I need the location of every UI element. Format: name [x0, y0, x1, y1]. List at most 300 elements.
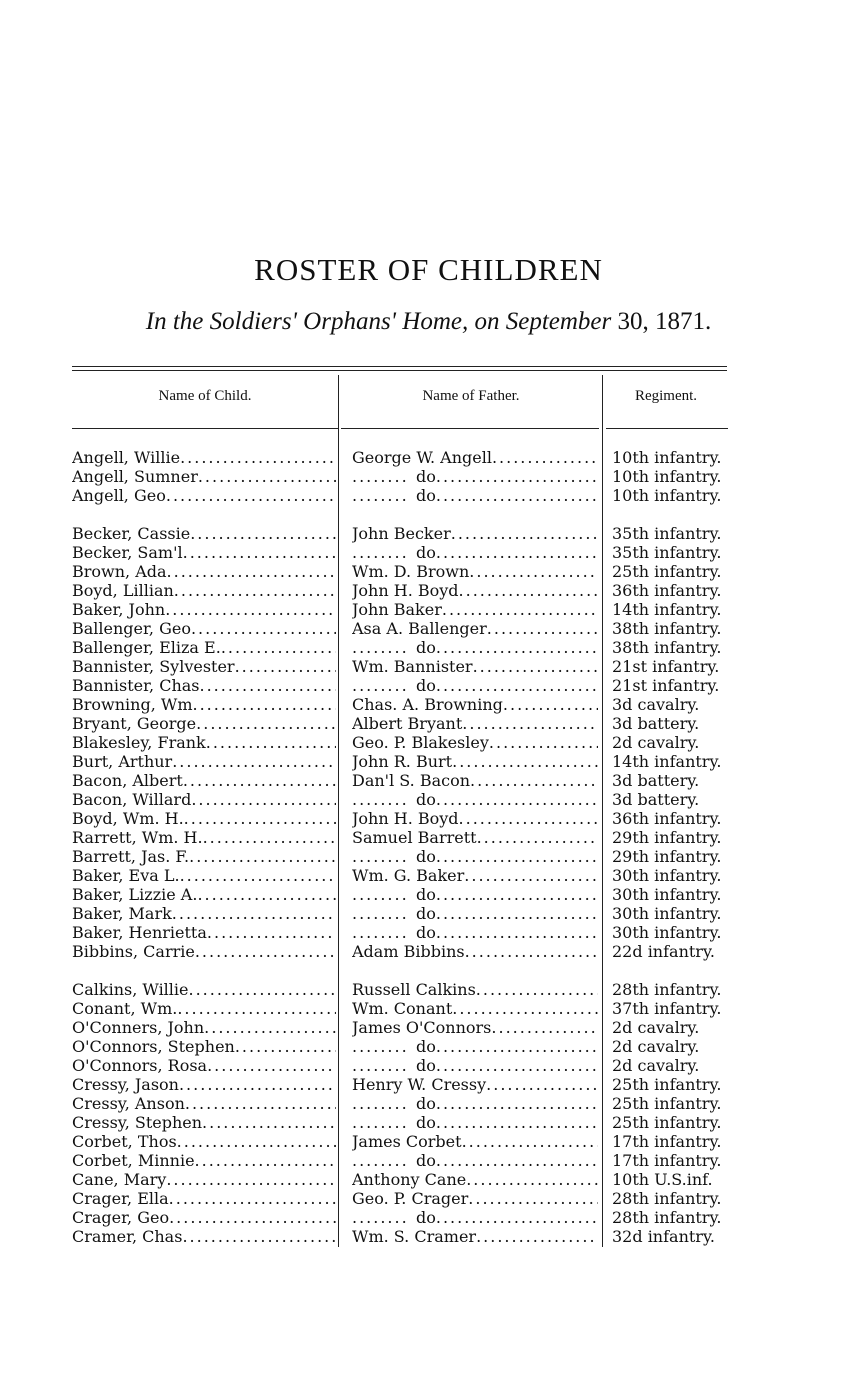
child-name — [72, 847, 336, 866]
table-row — [0, 695, 857, 714]
father-name-text: ........ do — [416, 1208, 436, 1227]
dot-leader — [452, 752, 598, 771]
dot-leader — [462, 714, 598, 733]
table-row — [0, 885, 857, 904]
child-name-text: Corbet, Thos — [72, 1132, 177, 1151]
table-row — [0, 524, 857, 543]
child-name — [72, 600, 336, 619]
father-name-text: Adam Bibbins — [352, 942, 465, 961]
dot-leader — [459, 581, 598, 600]
regiment: 3d battery. — [612, 771, 700, 790]
child-name — [72, 1094, 336, 1113]
table-row — [0, 581, 857, 600]
dot-leader — [174, 581, 336, 600]
dot-leader — [452, 999, 598, 1018]
regiment: 14th infantry. — [612, 752, 722, 771]
father-name — [352, 790, 598, 809]
child-name-text: Bibbins, Carrie — [72, 942, 195, 961]
child-name-text: Boyd, Lillian — [72, 581, 174, 600]
child-name-text: Bacon, Willard — [72, 790, 192, 809]
father-name — [352, 1170, 598, 1189]
dot-leader — [185, 1094, 336, 1113]
child-name-text: Bryant, George — [72, 714, 197, 733]
subtitle-italic: In the Soldiers' Orphans' Home, on September — [145, 308, 612, 335]
child-name — [72, 562, 336, 581]
father-name-text: ........ do — [416, 543, 436, 562]
table-row — [0, 790, 857, 809]
dot-leader — [436, 1056, 598, 1075]
child-name — [72, 676, 336, 695]
dot-leader — [473, 657, 598, 676]
father-name-text: Wm. Conant — [352, 999, 453, 1018]
father-name-text: Samuel Barrett — [352, 828, 477, 847]
child-name-text: Angell, Sumner — [72, 467, 198, 486]
table-row — [0, 771, 857, 790]
child-name-text: Cressy, Stephen — [72, 1113, 203, 1132]
table-row — [0, 733, 857, 752]
child-name — [72, 980, 336, 999]
regiment: 3d battery. — [612, 714, 700, 733]
father-name — [352, 1208, 598, 1227]
child-name-text: Bacon, Albert — [72, 771, 183, 790]
dot-leader — [476, 1227, 598, 1246]
dot-leader — [184, 809, 336, 828]
child-name — [72, 1170, 336, 1189]
child-name — [72, 885, 336, 904]
child-name-text: Baker, Mark — [72, 904, 172, 923]
child-name — [72, 866, 336, 885]
dot-leader — [487, 619, 598, 638]
dot-leader — [436, 1037, 598, 1056]
child-name-text: Baker, John — [72, 600, 166, 619]
table-row — [0, 600, 857, 619]
table-row — [0, 1113, 857, 1132]
father-name-text: ........ do — [416, 923, 436, 942]
child-name-text: Becker, Sam'l — [72, 543, 183, 562]
father-name — [352, 448, 598, 467]
child-name-text: Baker, Eva L. — [72, 866, 180, 885]
regiment: 10th infantry. — [612, 448, 722, 467]
regiment: 30th infantry. — [612, 904, 722, 923]
dot-leader — [477, 828, 598, 847]
father-name — [352, 1094, 598, 1113]
child-name-text: Conant, Wm. — [72, 999, 178, 1018]
dot-leader — [436, 1208, 598, 1227]
father-name — [352, 1189, 598, 1208]
regiment: 21st infantry. — [612, 657, 720, 676]
father-name-text: Anthony Cane — [352, 1170, 467, 1189]
child-name-text: Crager, Geo — [72, 1208, 170, 1227]
page-subtitle — [0, 308, 857, 336]
dot-leader — [503, 695, 598, 714]
father-name — [352, 676, 598, 695]
table-row — [0, 1189, 857, 1208]
dot-leader — [470, 771, 598, 790]
column-header-child: Name of Child. — [158, 388, 252, 404]
child-name — [72, 904, 336, 923]
father-name-text: John H. Boyd — [352, 581, 459, 600]
regiment: 35th infantry. — [612, 524, 722, 543]
dot-leader — [436, 1113, 598, 1132]
table-row — [0, 1151, 857, 1170]
dot-leader — [468, 1189, 598, 1208]
child-name-text: Crager, Ella — [72, 1189, 169, 1208]
roster-table — [0, 448, 857, 1246]
father-name — [352, 980, 598, 999]
table-row — [0, 866, 857, 885]
regiment: 30th infantry. — [612, 885, 722, 904]
table-row — [0, 486, 857, 505]
father-name-text: Asa A. Ballenger — [352, 619, 487, 638]
father-name-text: Russell Calkins — [352, 980, 476, 999]
table-row — [0, 980, 857, 999]
regiment: 30th infantry. — [612, 923, 722, 942]
table-row — [0, 562, 857, 581]
dot-leader — [203, 828, 336, 847]
child-name-text: Brown, Ada — [72, 562, 167, 581]
dot-leader — [436, 1151, 598, 1170]
child-name-text: Bannister, Sylvester — [72, 657, 235, 676]
dot-leader — [442, 600, 598, 619]
father-name-text: Wm. S. Cramer — [352, 1227, 477, 1246]
table-row — [0, 904, 857, 923]
dot-leader — [169, 1189, 336, 1208]
table-row — [0, 752, 857, 771]
table-row — [0, 619, 857, 638]
father-name — [352, 1075, 598, 1094]
child-name-text: O'Connors, Stephen — [72, 1037, 235, 1056]
dot-leader — [465, 942, 598, 961]
father-name-text: John H. Boyd — [352, 809, 459, 828]
dot-leader — [202, 1113, 336, 1132]
dot-leader — [436, 847, 598, 866]
regiment: 29th infantry. — [612, 828, 722, 847]
child-name-text: Cressy, Anson — [72, 1094, 185, 1113]
table-row — [0, 714, 857, 733]
father-name-text: ........ do — [416, 1151, 436, 1170]
dot-leader — [179, 1075, 336, 1094]
regiment: 25th infantry. — [612, 1113, 722, 1132]
child-name-text: Angell, Willie — [72, 448, 181, 467]
regiment: 28th infantry. — [612, 980, 722, 999]
father-name-text: James Corbet — [352, 1132, 462, 1151]
dot-leader — [436, 638, 598, 657]
table-row — [0, 467, 857, 486]
dot-leader — [195, 1151, 336, 1170]
father-name — [352, 1056, 598, 1075]
column-header-regiment: Regiment. — [634, 388, 698, 404]
child-name-text: O'Connors, Rosa — [72, 1056, 208, 1075]
regiment: 28th infantry. — [612, 1208, 722, 1227]
father-name-text: ........ do — [416, 885, 436, 904]
father-name — [352, 467, 598, 486]
dot-leader — [191, 619, 336, 638]
table-row — [0, 1132, 857, 1151]
father-name — [352, 543, 598, 562]
dot-leader — [459, 809, 598, 828]
father-name — [352, 1018, 598, 1037]
father-name — [352, 942, 598, 961]
regiment: 22d infantry. — [612, 942, 715, 961]
regiment: 17th infantry. — [612, 1132, 722, 1151]
father-name — [352, 923, 598, 942]
child-name — [72, 1208, 336, 1227]
father-name-text: Henry W. Cressy — [352, 1075, 487, 1094]
regiment: 10th U.S.inf. — [612, 1170, 713, 1189]
subtitle-date: 30, 1871. — [611, 308, 712, 335]
dot-leader — [169, 1208, 336, 1227]
father-name-text: ........ do — [416, 1037, 436, 1056]
regiment: 29th infantry. — [612, 847, 722, 866]
father-name — [352, 847, 598, 866]
child-name — [72, 1113, 336, 1132]
dot-leader — [466, 1170, 598, 1189]
dot-leader — [177, 1132, 336, 1151]
dot-leader — [198, 467, 336, 486]
dot-leader — [235, 657, 336, 676]
father-name — [352, 828, 598, 847]
table-row — [0, 1075, 857, 1094]
child-name-text: Browning, Wm — [72, 695, 193, 714]
father-name-text: John R. Burt — [352, 752, 453, 771]
child-name — [72, 1132, 336, 1151]
father-name-text: ........ do — [416, 904, 436, 923]
group-spacer — [0, 961, 857, 980]
father-name — [352, 885, 598, 904]
father-name-text: Wm. G. Baker — [352, 866, 465, 885]
dot-leader — [204, 1018, 336, 1037]
dot-leader — [196, 714, 336, 733]
regiment: 30th infantry. — [612, 866, 722, 885]
dot-leader — [436, 676, 598, 695]
regiment: 2d cavalry. — [612, 1018, 700, 1037]
table-row — [0, 1094, 857, 1113]
child-name — [72, 1227, 336, 1246]
top-rule — [72, 366, 727, 367]
child-name — [72, 638, 336, 657]
dot-leader — [182, 1227, 336, 1246]
regiment: 38th infantry. — [612, 619, 722, 638]
child-name — [72, 828, 336, 847]
child-name — [72, 619, 336, 638]
dot-leader — [462, 1132, 598, 1151]
child-name-text: Cressy, Jason — [72, 1075, 179, 1094]
child-name — [72, 942, 336, 961]
dot-leader — [189, 847, 336, 866]
father-name — [352, 752, 598, 771]
child-name — [72, 657, 336, 676]
dot-leader — [191, 790, 336, 809]
table-row — [0, 657, 857, 676]
table-row — [0, 543, 857, 562]
child-name-text: Angell, Geo — [72, 486, 166, 505]
child-name-text: Corbet, Minnie — [72, 1151, 195, 1170]
father-name-text: John Becker — [352, 524, 451, 543]
child-name-text: Rarrett, Wm. H. — [72, 828, 203, 847]
child-name — [72, 1075, 336, 1094]
dot-leader — [207, 1056, 336, 1075]
father-name — [352, 1151, 598, 1170]
father-name-text: ........ do — [416, 790, 436, 809]
dot-leader — [166, 1170, 336, 1189]
table-row — [0, 828, 857, 847]
header-underline-child — [72, 428, 338, 429]
dot-leader — [167, 562, 336, 581]
page-title: ROSTER OF CHILDREN — [254, 252, 603, 287]
child-name-text: Barrett, Jas. F. — [72, 847, 190, 866]
regiment: 36th infantry. — [612, 581, 722, 600]
father-name — [352, 733, 598, 752]
table-row — [0, 638, 857, 657]
child-name — [72, 714, 336, 733]
dot-leader — [436, 467, 598, 486]
father-name-text: Geo. P. Blakesley — [352, 733, 489, 752]
regiment: 32d infantry. — [612, 1227, 715, 1246]
father-name — [352, 1113, 598, 1132]
table-row — [0, 999, 857, 1018]
child-name — [72, 809, 336, 828]
child-name-text: Baker, Henrietta — [72, 923, 207, 942]
child-name — [72, 1189, 336, 1208]
child-name — [72, 752, 336, 771]
father-name — [352, 1132, 598, 1151]
regiment: 17th infantry. — [612, 1151, 722, 1170]
child-name — [72, 543, 336, 562]
dot-leader — [177, 999, 336, 1018]
regiment: 2d cavalry. — [612, 1037, 700, 1056]
child-name — [72, 1151, 336, 1170]
dot-leader — [436, 904, 598, 923]
regiment: 3d cavalry. — [612, 695, 700, 714]
father-name — [352, 562, 598, 581]
father-name-text: ........ do — [416, 847, 436, 866]
father-name-text: Dan'l S. Bacon — [352, 771, 471, 790]
father-name-text: Geo. P. Crager — [352, 1189, 469, 1208]
father-name — [352, 600, 598, 619]
dot-leader — [476, 980, 598, 999]
child-name — [72, 1056, 336, 1075]
dot-leader — [489, 733, 598, 752]
father-name-text: Wm. Bannister — [352, 657, 473, 676]
dot-leader — [451, 524, 598, 543]
child-name-text: Blakesley, Frank — [72, 733, 206, 752]
table-row — [0, 1227, 857, 1246]
dot-leader — [180, 866, 336, 885]
dot-leader — [436, 1094, 598, 1113]
father-name — [352, 866, 598, 885]
dot-leader — [166, 486, 336, 505]
child-name-text: Baker, Lizzie A. — [72, 885, 198, 904]
father-name — [352, 657, 598, 676]
child-name — [72, 1037, 336, 1056]
dot-leader — [486, 1075, 598, 1094]
regiment: 10th infantry. — [612, 486, 722, 505]
regiment: 28th infantry. — [612, 1189, 722, 1208]
regiment: 38th infantry. — [612, 638, 722, 657]
child-name-text: Cane, Mary — [72, 1170, 167, 1189]
father-name-text: ........ do — [416, 467, 436, 486]
dot-leader — [235, 1037, 336, 1056]
child-name-text: Ballenger, Geo — [72, 619, 191, 638]
dot-leader — [491, 1018, 598, 1037]
header-underline-father — [341, 428, 599, 429]
dot-leader — [183, 543, 336, 562]
dot-leader — [183, 771, 336, 790]
child-name — [72, 695, 336, 714]
father-name — [352, 1227, 598, 1246]
regiment: 3d battery. — [612, 790, 700, 809]
father-name-text: John Baker — [352, 600, 442, 619]
father-name-text: ........ do — [416, 1056, 436, 1075]
dot-leader — [492, 448, 598, 467]
father-name — [352, 714, 598, 733]
regiment: 2d cavalry. — [612, 1056, 700, 1075]
child-name — [72, 733, 336, 752]
table-row — [0, 1208, 857, 1227]
child-name-text: Burt, Arthur — [72, 752, 173, 771]
child-name-text: O'Conners, John — [72, 1018, 205, 1037]
father-name-text: ........ do — [416, 638, 436, 657]
dot-leader — [200, 676, 337, 695]
child-name — [72, 467, 336, 486]
regiment: 36th infantry. — [612, 809, 722, 828]
father-name — [352, 695, 598, 714]
table-row — [0, 1056, 857, 1075]
child-name-text: Bannister, Chas — [72, 676, 200, 695]
father-name — [352, 999, 598, 1018]
table-row — [0, 1170, 857, 1189]
child-name — [72, 448, 336, 467]
group-spacer — [0, 505, 857, 524]
regiment: 25th infantry. — [612, 562, 722, 581]
column-header-father: Name of Father. — [422, 388, 520, 404]
regiment: 35th infantry. — [612, 543, 722, 562]
regiment: 25th infantry. — [612, 1075, 722, 1094]
table-row — [0, 1018, 857, 1037]
father-name-text: George W. Angell — [352, 448, 492, 467]
child-name — [72, 581, 336, 600]
regiment: 25th infantry. — [612, 1094, 722, 1113]
father-name-text: Chas. A. Browning — [352, 695, 503, 714]
dot-leader — [165, 600, 336, 619]
regiment: 21st infantry. — [612, 676, 720, 695]
father-name-text: ........ do — [416, 486, 436, 505]
father-name — [352, 771, 598, 790]
father-name — [352, 1037, 598, 1056]
dot-leader — [172, 752, 336, 771]
top-rule-double — [72, 370, 727, 371]
child-name — [72, 524, 336, 543]
father-name — [352, 486, 598, 505]
table-row — [0, 1037, 857, 1056]
child-name-text: Calkins, Willie — [72, 980, 189, 999]
regiment: 14th infantry. — [612, 600, 722, 619]
dot-leader — [436, 923, 598, 942]
child-name-text: Becker, Cassie — [72, 524, 191, 543]
child-name — [72, 790, 336, 809]
table-row — [0, 923, 857, 942]
dot-leader — [221, 638, 336, 657]
regiment: 10th infantry. — [612, 467, 722, 486]
father-name — [352, 904, 598, 923]
child-name-text: Boyd, Wm. H. — [72, 809, 184, 828]
dot-leader — [193, 695, 337, 714]
father-name-text: Albert Bryant — [352, 714, 463, 733]
father-name — [352, 809, 598, 828]
dot-leader — [180, 448, 336, 467]
father-name-text: ........ do — [416, 1094, 436, 1113]
dot-leader — [190, 524, 336, 543]
